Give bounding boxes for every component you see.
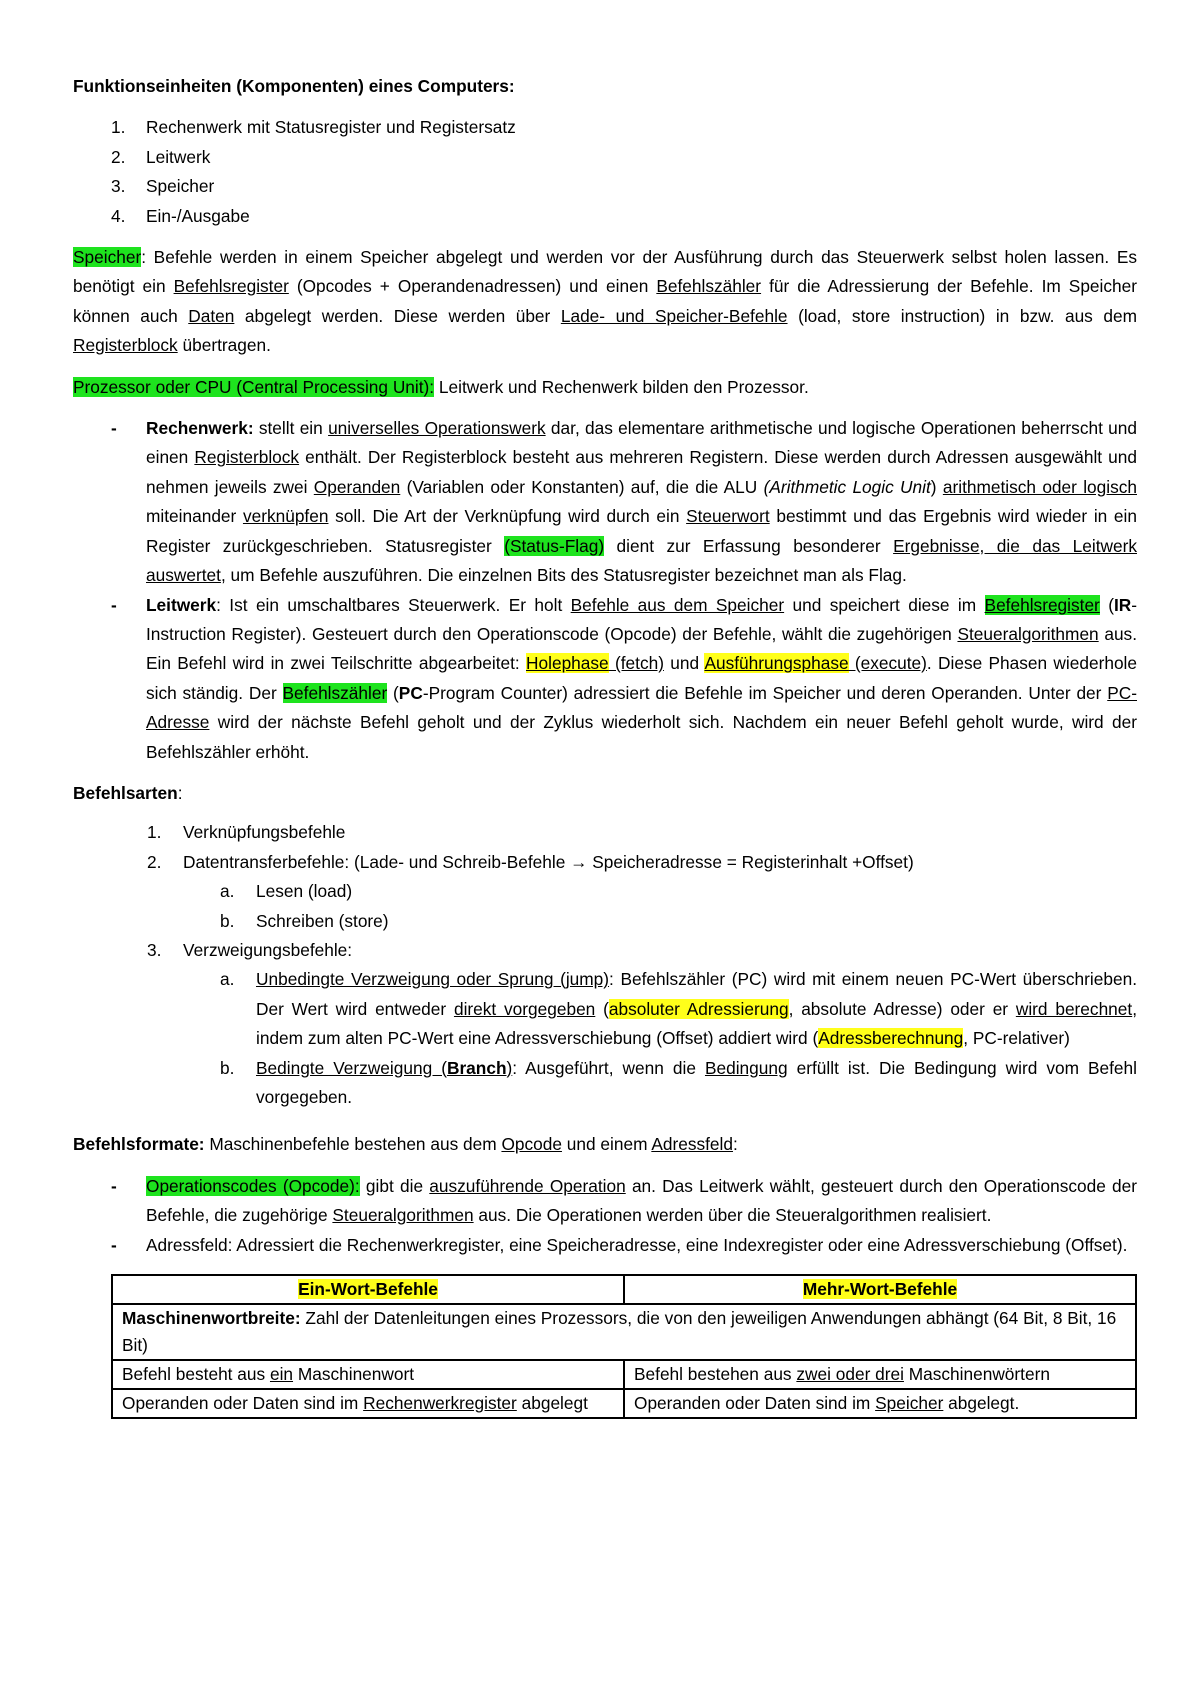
cpu-components-list [73, 414, 1137, 767]
list-item: 3. Verzweigungsbefehle: [147, 939, 353, 960]
list-item: 2. Leitwerk [111, 146, 211, 167]
befehlsformate-list [73, 1172, 1137, 1260]
table-row [112, 1389, 1136, 1418]
cpu-paragraph: Prozessor oder CPU (Central Processing Unit): Leitwerk und Rechenwerk bilden den Prozessor. [73, 376, 809, 397]
list-item: b. Bedingte Verzweigung (Branch): Ausgeführt, wenn die Bedingung erfüllt ist. Die Bedingung wird vom Befehl vorgegeben. [220, 1057, 1137, 1107]
list-item: 1. Verknüpfungsbefehle [147, 822, 346, 843]
speicher-label: Speicher [73, 247, 142, 268]
section-title-funktionseinheiten: Funktionseinheiten (Komponenten) eines Computers: [73, 76, 515, 96]
list-item: 4. Ein-/Ausgabe [111, 205, 250, 226]
befehlsarten-list-cont [73, 936, 1137, 965]
befehlsarten-heading: Befehlsarten: [73, 782, 183, 803]
cpu-label: Prozessor oder CPU (Central Processing Unit): [73, 376, 435, 397]
befehlsarten-list [73, 818, 1137, 877]
list-item: a. Lesen (load) [220, 881, 353, 902]
verzweigung-sublist [73, 965, 1137, 1112]
table-cell: Operanden oder Daten sind im Speicher abgelegt. [624, 1389, 1136, 1418]
datentransfer-sublist [73, 877, 1137, 936]
document-page [73, 72, 1137, 1419]
list-item: a. Unbedingte Verzweigung oder Sprung (jump): Befehlszähler (PC) wird mit einem neuen PC-Wert überschrieben. Der Wert wird entweder direkt vorgegeben (absoluter Adressierung, absolute Adresse) oder er wird berechnet, indem zum alten PC-Wert eine Adressverschiebung (Offset) addiert wird (Adressberechnung, PC-relativer) [220, 969, 1138, 1049]
table-cell: Befehl bestehen aus zwei oder drei Maschinenwörtern [624, 1360, 1136, 1389]
table-header: Mehr-Wort-Befehle [624, 1275, 1136, 1304]
table-header: Ein-Wort-Befehle [112, 1275, 624, 1304]
speicher-paragraph: Speicher: Befehle werden in einem Speicher abgelegt und werden vor der Ausführung durch das Steuerwerk selbst holen lassen. Es benötigt ein Befehlsregister (Opcodes + Operandenadressen) und einen Befehlszähler für die Adressierung der Befehle. Im Speicher können auch Daten abgelegt werden. Diese werden über Lade- und Speicher-Befehle (load, store instruction) in bzw. aus dem Registerblock übertragen. [73, 247, 1137, 356]
list-item: 3. Speicher [111, 176, 215, 197]
befehlsformate-table [111, 1274, 1137, 1419]
table-row [112, 1304, 1136, 1360]
table-cell: Maschinenwortbreite: Zahl der Datenleitungen eines Prozessors, die von den jeweiligen Anwendungen abhängt (64 Bit, 8 Bit, 16 Bit) [112, 1304, 1136, 1360]
table-row [112, 1360, 1136, 1389]
arrow-right-icon: → [570, 851, 588, 872]
list-item: 2. Datentransferbefehle: (Lade- und Schreib-Befehle → Speicheradresse = Registerinhalt +Offset) [147, 851, 914, 872]
table-cell: Befehl besteht aus ein Maschinenwort [112, 1360, 624, 1389]
opcode-item: - Operationscodes (Opcode): gibt die auszuführende Operation an. Das Leitwerk wählt, gesteuert durch den Operationscode der Befehle, die zugehörige Steueralgorithmen aus. Die Operationen werden über die Steueralgorithmen realisiert. [111, 1175, 1138, 1226]
list-item: 1. Rechenwerk mit Statusregister und Registersatz [111, 117, 516, 138]
befehlsformate-paragraph: Befehlsformate: Maschinenbefehle bestehen aus dem Opcode und einem Adressfeld: [73, 1134, 738, 1155]
list-item: b. Schreiben (store) [220, 910, 389, 931]
table-header-row [112, 1275, 1136, 1304]
leitwerk-item: - Leitwerk: Ist ein umschaltbares Steuerwerk. Er holt Befehle aus dem Speicher und speichert diese im Befehlsregister (IR-Instruction Register). Gesteuert durch den Operationscode (Opcode) der Befehle, wählt die zugehörigen Steueralgorithmen aus. Ein Befehl wird in zwei Teilschritte abgearbeitet: Holephase (fetch) und Ausführungsphase (execute). Diese Phasen wiederhole sich ständig. Der Befehlszähler (PC-Program Counter) adressiert die Befehle im Speicher und deren Operanden. Unter der PC-Adresse wird der nächste Befehl geholt und der Zyklus wiederholt sich. Nachdem ein neuer Befehl geholt wurde, wird der Befehlszähler erhöht. [111, 594, 1138, 762]
adressfeld-item: - Adressfeld: Adressiert die Rechenwerkregister, eine Speicheradresse, eine Indexregister oder eine Adressverschiebung (Offset). [111, 1234, 1128, 1255]
rechenwerk-item: - Rechenwerk: stellt ein universelles Operationswerk dar, das elementare arithmetische und logische Operationen beherrscht und einen Registerblock enthält. Der Registerblock besteht aus mehreren Registern. Diese werden durch Adressen ausgewählt und nehmen jeweils zwei Operanden (Variablen oder Konstanten) auf, die die ALU (Arithmetic Logic Unit) arithmetisch oder logisch miteinander verknüpfen soll. Die Art der Verknüpfung wird durch ein Steuerwort bestimmt und das Ergebnis wird wieder in ein Register zurückgeschrieben. Statusregister (Status-Flag) dient zur Erfassung besonderer Ergebnisse, die das Leitwerk auswertet, um Befehle auszuführen. Die einzelnen Bits des Statusregister bezeichnet man als Flag. [111, 418, 1137, 586]
table-cell: Operanden oder Daten sind im Rechenwerkregister abgelegt [112, 1389, 624, 1418]
components-list [73, 113, 1137, 231]
